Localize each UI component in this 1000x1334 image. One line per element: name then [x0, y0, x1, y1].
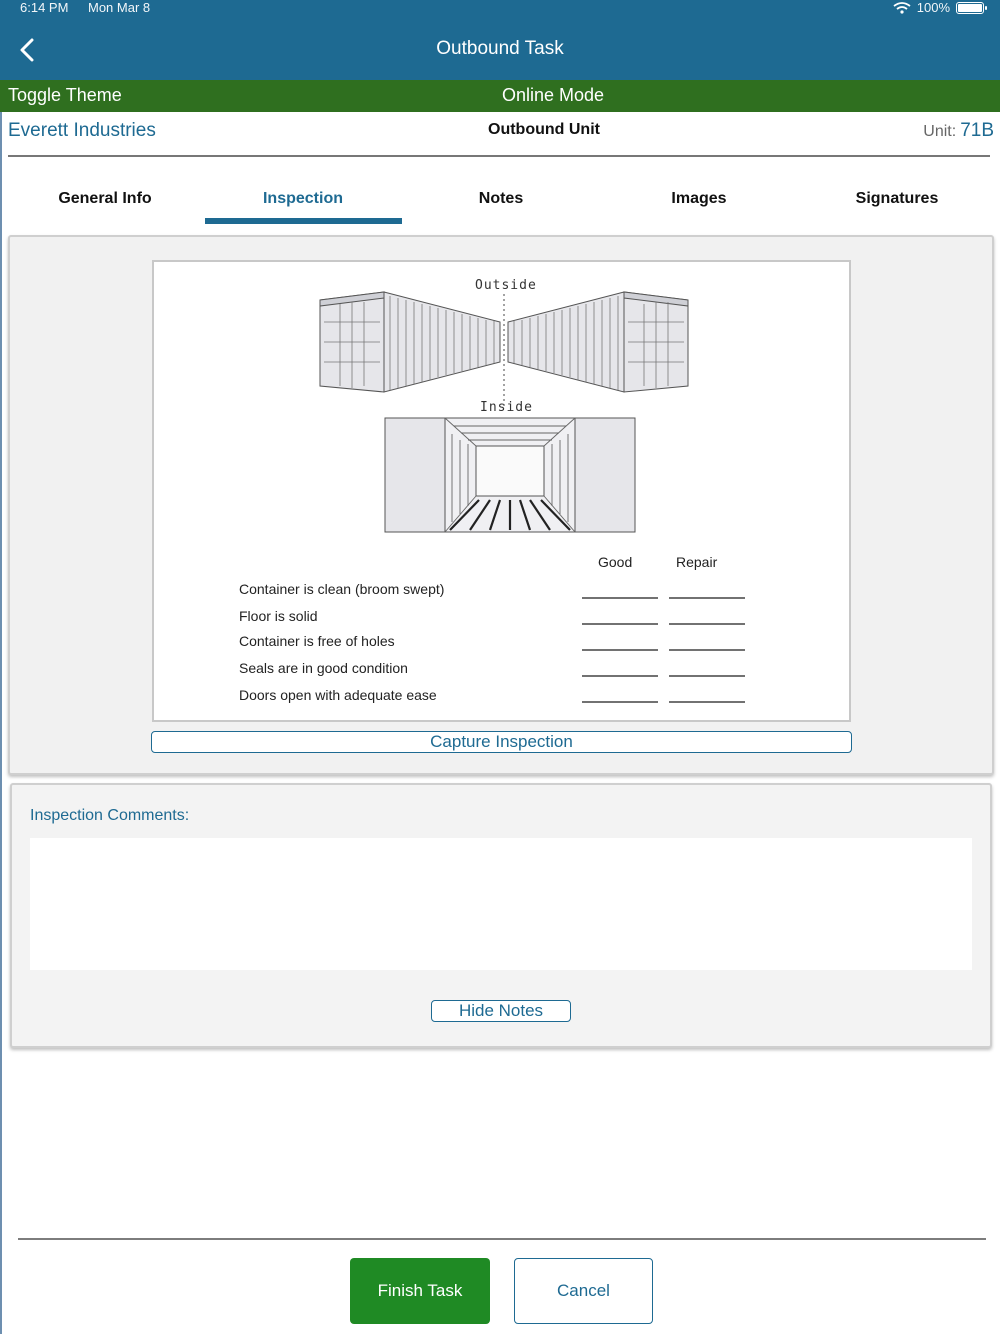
unit-value: 71B [960, 120, 994, 141]
company-name: Everett Industries [8, 120, 156, 141]
status-time: 6:14 PM [20, 0, 69, 15]
cancel-button[interactable]: Cancel [514, 1258, 653, 1324]
status-date: Mon Mar 8 [88, 0, 151, 15]
comments-label: Inspection Comments: [30, 807, 190, 824]
header-divider [8, 155, 990, 157]
page-title: Outbound Task [436, 38, 564, 59]
checklist-item: Floor is solid [239, 608, 318, 624]
battery-icon [956, 2, 984, 14]
container-diagram [154, 262, 849, 720]
hide-notes-button[interactable]: Hide Notes [431, 1000, 571, 1022]
unit-label: Unit: [923, 123, 957, 140]
footer-divider [18, 1238, 986, 1240]
unit-title: Outbound Unit [488, 121, 600, 138]
nav-bar [0, 0, 1000, 80]
window-edge [0, 112, 2, 1334]
toggle-theme-button[interactable]: Toggle Theme [8, 85, 122, 105]
good-column-header: Good [598, 554, 633, 570]
active-tab-indicator [205, 218, 402, 224]
battery-percent: 100% [916, 0, 950, 15]
inspection-comments-field[interactable] [30, 838, 972, 970]
task-header [0, 112, 1000, 156]
tab-inspection[interactable]: Inspection [262, 190, 343, 207]
tab-general-info[interactable]: General Info [58, 190, 152, 207]
connection-mode: Online Mode [502, 85, 605, 105]
finish-task-button[interactable]: Finish Task [350, 1258, 490, 1324]
inspection-sheet-image [152, 260, 851, 722]
status-bar [0, 0, 1000, 18]
capture-inspection-button[interactable]: Capture Inspection [151, 731, 852, 753]
wifi-icon [893, 2, 911, 14]
inside-label: Inside [480, 400, 533, 415]
checklist-item: Seals are in good condition [239, 660, 408, 676]
unit-indicator [923, 120, 994, 142]
tab-bar [0, 178, 1000, 228]
tab-signatures[interactable]: Signatures [855, 190, 939, 207]
tab-notes[interactable]: Notes [478, 190, 524, 207]
tab-images[interactable]: Images [671, 190, 727, 207]
mode-bar [0, 80, 1000, 112]
outside-label: Outside [475, 278, 537, 293]
status-right [893, 0, 984, 15]
checklist-item: Container is free of holes [239, 633, 395, 649]
checklist-item: Container is clean (broom swept) [239, 581, 445, 597]
repair-column-header: Repair [676, 554, 718, 570]
checklist-item: Doors open with adequate ease [239, 687, 437, 703]
